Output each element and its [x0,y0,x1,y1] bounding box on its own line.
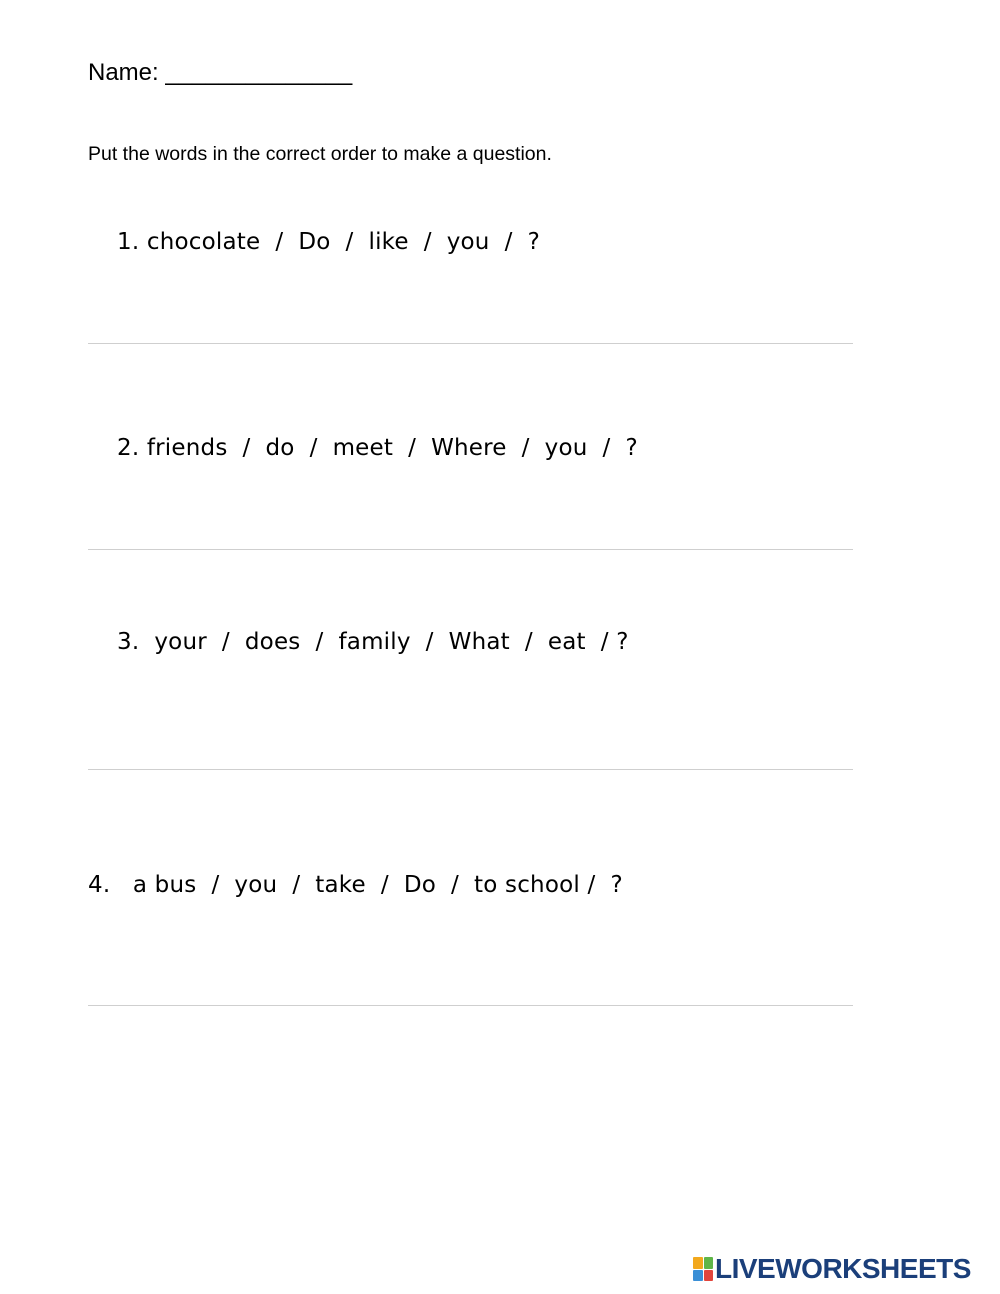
answer-line-4[interactable] [88,1005,853,1006]
answer-line-1[interactable] [88,343,853,344]
logo-square-icon [693,1270,703,1282]
question-2: 2. friends / do / meet / Where / you / ? [117,435,638,461]
logo-square-icon [693,1257,703,1269]
question-3: 3. your / does / family / What / eat / ? [117,629,629,655]
logo-square-icon [704,1270,714,1282]
question-4: 4. a bus / you / take / Do / to school / ? [88,872,623,898]
name-field: Name: ______________ [88,59,353,86]
answer-line-2[interactable] [88,549,853,550]
logo-text: LIVEWORKSHEETS [715,1253,971,1284]
instructions: Put the words in the correct order to make a question. [88,143,552,165]
logo-square-icon [704,1257,714,1269]
question-1: 1. chocolate / Do / like / you / ? [117,229,540,255]
logo-mark-icon [693,1257,713,1281]
liveworksheets-logo [693,1254,971,1284]
answer-line-3[interactable] [88,769,853,770]
